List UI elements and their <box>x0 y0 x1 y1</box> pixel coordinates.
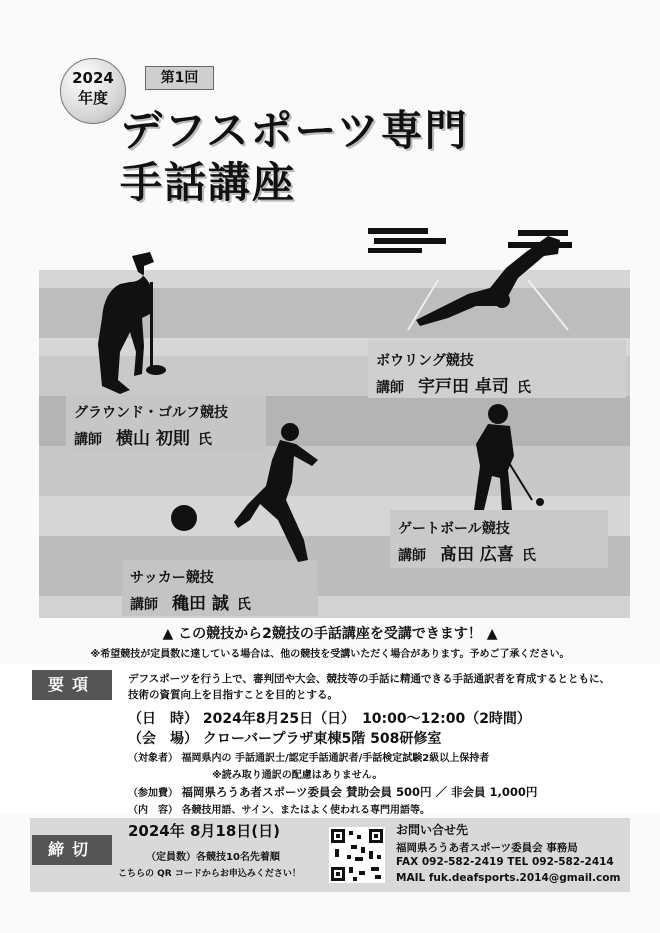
deadline-label: 締切 <box>32 835 112 865</box>
year-suffix: 年度 <box>77 89 108 107</box>
bowling-player-silhouette <box>398 230 578 340</box>
lecturer-name: 穐田 誠 <box>172 594 229 614</box>
contact-phone: FAX 092-582-2419 TEL 092-582-2414 <box>396 856 614 868</box>
content-row <box>128 801 430 816</box>
venue-row <box>128 728 441 748</box>
page-subtitle: 手話講座 <box>120 158 297 207</box>
year-text: 2024 <box>72 69 114 87</box>
sport-name-ground-golf: グラウンド・ゴルフ競技 <box>74 405 228 421</box>
date-row <box>128 708 531 728</box>
lecturer-honorific: 氏 <box>197 432 212 448</box>
capacity-notice: ※希望競技が定員数に達している場合は、他の競技を受講いただく場合があります。予めご了承ください。 <box>90 649 570 660</box>
fee-row <box>128 784 537 800</box>
qr-code[interactable] <box>329 827 385 883</box>
date-value: 2024年8月25日（日） 10:00〜12:00（2時間） <box>202 711 531 727</box>
venue-label: （会 場） <box>128 731 198 747</box>
lecturer-role: 講師 <box>376 380 404 396</box>
selection-notice: ▲ この競技から2競技の手話講座を受講できます！ ▲ <box>162 626 498 642</box>
content-label: （内 容） <box>128 805 178 816</box>
target-label: （対象者） <box>128 753 178 764</box>
lecturer-honorific: 氏 <box>516 380 531 396</box>
venue-value: クローバープラザ東棟5階 508研修室 <box>202 731 442 747</box>
date-label: （日 時） <box>128 711 198 727</box>
lecturer-role: 講師 <box>130 597 158 613</box>
fee-value: 福岡県ろうあ者スポーツ委員会 賛助会員 500円 ／ 非会員 1,000円 <box>181 785 538 799</box>
lecturer-role: 講師 <box>74 432 102 448</box>
lecturer-name: 髙田 広喜 <box>440 545 514 565</box>
golf-player-silhouette <box>80 248 180 398</box>
lecturer-bowling <box>376 372 531 397</box>
purpose-line-2: 技術の資質向上を目指すことを目的とする。 <box>128 689 338 701</box>
edition-badge: 第1回 <box>145 66 214 90</box>
sport-name-soccer: サッカー競技 <box>130 570 214 586</box>
capacity-text: （定員数）各競技10名先着順 <box>146 852 280 863</box>
deadline-date: 2024年 8月18日(日) <box>128 822 280 840</box>
fee-label: （参加費） <box>128 788 178 799</box>
lecturer-honorific: 氏 <box>521 548 536 564</box>
lecturer-ground-golf <box>74 424 212 449</box>
target-value: 福岡県内の 手話通訳士/認定手話通訳者/手話検定試験2級以上保持者 <box>181 753 490 764</box>
gateball-player-silhouette <box>448 400 558 520</box>
target-note: ※読み取り通訳の配慮はありません。 <box>212 770 383 781</box>
contact-heading: お問い合せ先 <box>396 823 469 837</box>
overview-label: 要項 <box>32 670 112 700</box>
lecturer-name: 宇戸田 卓司 <box>418 377 509 397</box>
lecturer-gateball <box>398 540 536 565</box>
content-value: 各競技用語、サイン、またはよく使われる専門用語等。 <box>181 805 430 816</box>
contact-org: 福岡県ろうあ者スポーツ委員会 事務局 <box>396 842 578 854</box>
qr-instruction: こちらの QR コードからお申込みください！ <box>118 869 301 879</box>
lecturer-honorific: 氏 <box>236 597 251 613</box>
lecturer-name: 横山 初則 <box>116 429 190 449</box>
year-badge <box>60 58 126 124</box>
page-title: デフスポーツ専門 <box>120 106 469 155</box>
sport-name-bowling: ボウリング競技 <box>376 353 474 369</box>
contact-email[interactable]: MAIL fuk.deafsports.2014@gmail.com <box>396 872 621 884</box>
target-row <box>128 749 489 764</box>
lecturer-soccer <box>130 589 251 614</box>
purpose-line-1: デフスポーツを行う上で、審判団や大会、競技等の手話に精通できる手話通訳者を育成するとともに、 <box>128 673 610 685</box>
lecturer-role: 講師 <box>398 548 426 564</box>
sport-name-gateball: ゲートボール競技 <box>398 521 510 537</box>
qr-code-icon <box>329 827 385 883</box>
